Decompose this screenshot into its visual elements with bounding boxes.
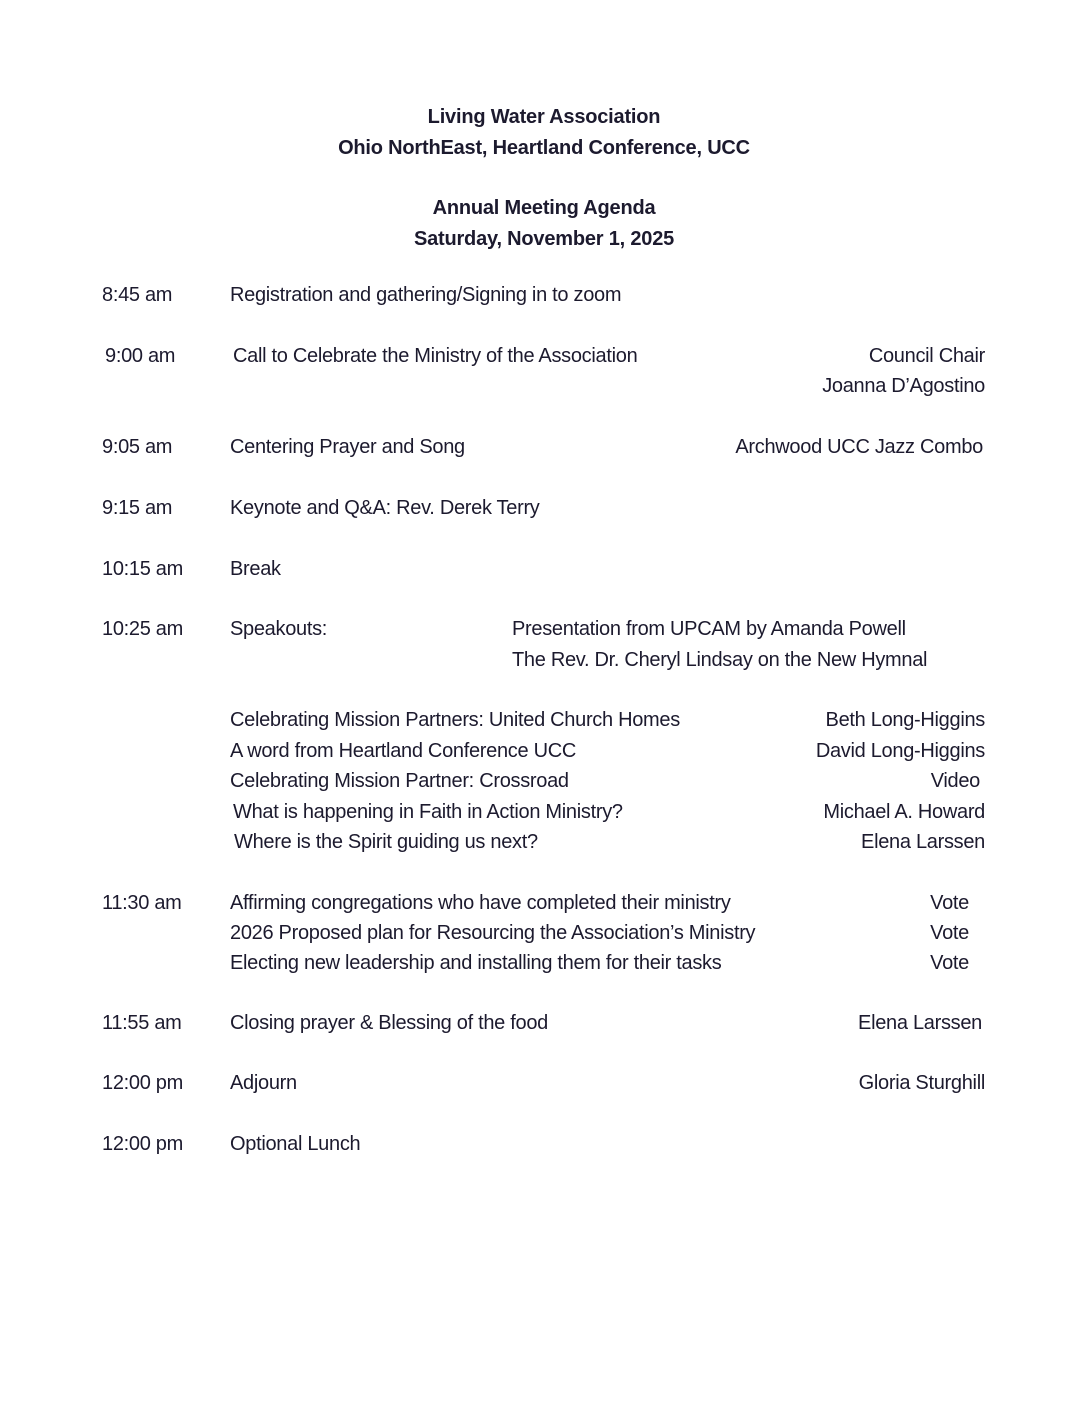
agenda-item: Affirming congregations who have completed their ministry	[230, 892, 731, 914]
agenda-item: Adjourn	[230, 1072, 297, 1094]
vote-label: Vote	[930, 952, 969, 974]
agenda-item: Speakouts:	[230, 618, 328, 640]
agenda-time: 11:55 am	[102, 1012, 182, 1034]
agenda-presenter: Council Chair	[868, 345, 985, 367]
agenda-presenter: Video	[930, 770, 980, 792]
agenda-item: 2026 Proposed plan for Resourcing the Association’s Ministry	[230, 922, 756, 944]
agenda-item: What is happening in Faith in Action Ministry?	[233, 801, 623, 823]
agenda-item: Break	[230, 558, 281, 580]
agenda-item: Electing new leadership and installing them for their tasks	[230, 952, 722, 974]
agenda-item: Keynote and Q&A: Rev. Derek Terry	[230, 497, 540, 519]
agenda-item: Registration and gathering/Signing in to zoom	[230, 284, 622, 306]
vote-label: Vote	[930, 922, 969, 944]
agenda-time: 11:30 am	[102, 892, 182, 914]
agenda-item: Celebrating Mission Partners: United Church Homes	[230, 709, 680, 731]
agenda-item: Centering Prayer and Song	[230, 436, 465, 458]
speakout-item: Presentation from UPCAM by Amanda Powell	[512, 618, 906, 640]
speakout-item: The Rev. Dr. Cheryl Lindsay on the New Hymnal	[512, 649, 928, 671]
agenda-item: Where is the Spirit guiding us next?	[234, 831, 538, 853]
agenda-presenter: Elena Larssen	[861, 831, 985, 853]
association-name: Living Water Association	[427, 106, 661, 128]
agenda-item: A word from Heartland Conference UCC	[230, 740, 577, 762]
agenda-item: Closing prayer & Blessing of the food	[230, 1012, 548, 1034]
agenda-time: 12:00 pm	[102, 1133, 183, 1155]
vote-label: Vote	[930, 892, 969, 914]
agenda-time: 10:25 am	[102, 618, 183, 640]
agenda-time: 9:05 am	[102, 436, 173, 458]
agenda-presenter: Joanna D’Agostino	[822, 375, 985, 397]
conference-name: Ohio NorthEast, Heartland Conference, UCC	[338, 137, 750, 159]
agenda-presenter: Gloria Sturghill	[858, 1072, 985, 1094]
agenda-presenter: Michael A. Howard	[823, 801, 985, 823]
agenda-presenter: Elena Larssen	[858, 1012, 982, 1034]
agenda-item: Celebrating Mission Partner: Crossroad	[230, 770, 569, 792]
agenda-time: 8:45 am	[102, 284, 173, 306]
agenda-presenter: Beth Long-Higgins	[825, 709, 985, 731]
agenda-time: 9:00 am	[105, 345, 176, 367]
agenda-time: 12:00 pm	[102, 1072, 183, 1094]
agenda-title: Annual Meeting Agenda	[432, 197, 656, 219]
agenda-item: Call to Celebrate the Ministry of the Association	[233, 345, 638, 367]
meeting-date: Saturday, November 1, 2025	[413, 228, 675, 250]
agenda-presenter: Archwood UCC Jazz Combo	[735, 436, 983, 458]
agenda-time: 9:15 am	[102, 497, 173, 519]
agenda-time: 10:15 am	[102, 558, 183, 580]
agenda-presenter: David Long-Higgins	[815, 740, 985, 762]
agenda-item: Optional Lunch	[230, 1133, 361, 1155]
